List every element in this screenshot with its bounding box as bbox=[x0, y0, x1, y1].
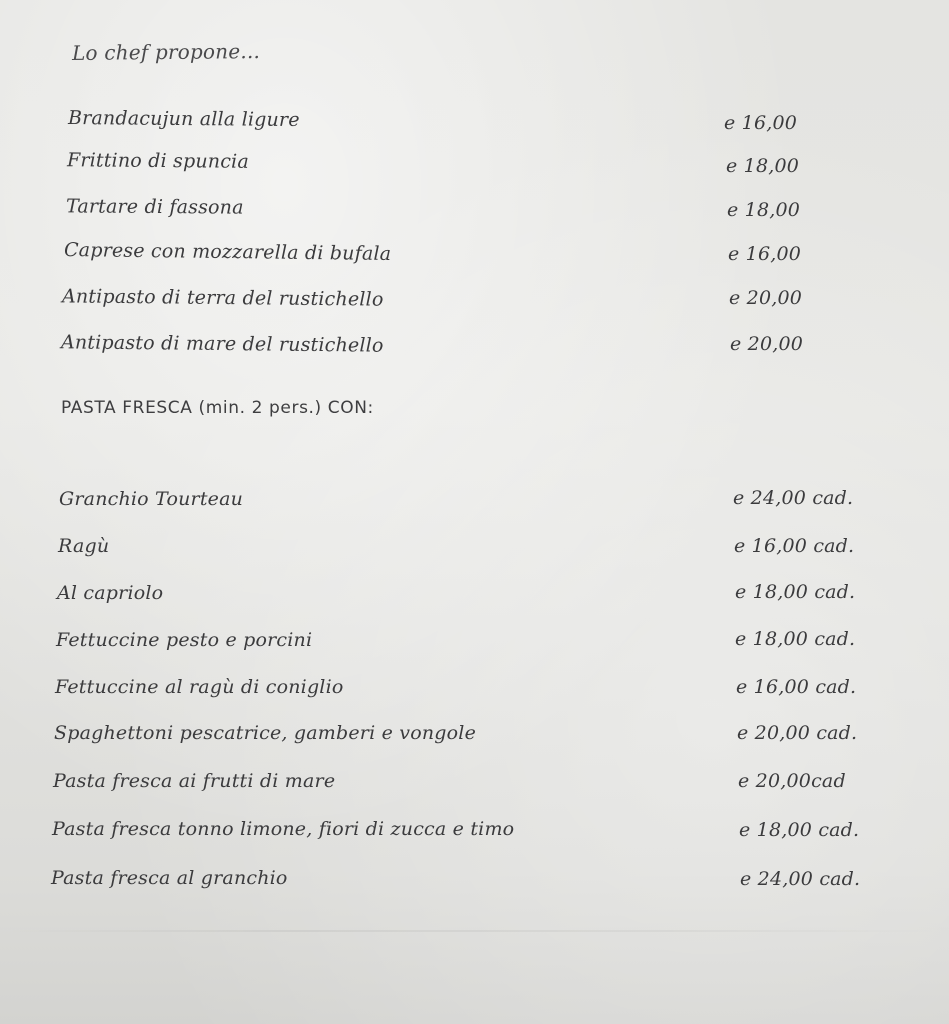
menu-item-name: Antipasto di mare del rustichello bbox=[60, 331, 384, 357]
menu-item-name: Antipasto di terra del rustichello bbox=[61, 285, 384, 311]
menu-item-name: Pasta fresca al granchio bbox=[51, 867, 288, 889]
menu-item-name: Frittino di spuncia bbox=[66, 149, 250, 173]
menu-item-price: e 18,00 cad. bbox=[739, 819, 860, 841]
menu-item-price: e 18,00 bbox=[726, 155, 800, 177]
menu-item-name: Fettuccine pesto e porcini bbox=[56, 629, 313, 651]
menu-item-price: e 20,00 bbox=[730, 333, 804, 355]
menu-item-price: e 20,00cad bbox=[738, 770, 846, 792]
menu-item-name: Ragù bbox=[58, 535, 110, 557]
menu-item-name: Brandacujun alla ligure bbox=[67, 106, 300, 132]
menu-item-name: Caprese con mozzarella di bufala bbox=[63, 239, 392, 265]
menu-item-name: Granchio Tourteau bbox=[59, 488, 244, 510]
menu-item-name: Fettuccine al ragù di coniglio bbox=[55, 676, 344, 698]
page-title: Lo chef propone... bbox=[71, 39, 261, 65]
menu-item-price: e 18,00 cad. bbox=[735, 628, 856, 650]
menu-item-price: e 20,00 cad. bbox=[737, 722, 858, 744]
menu-item-price: e 16,00 bbox=[728, 243, 802, 265]
menu-item-price: e 24,00 cad. bbox=[740, 868, 861, 890]
menu-item-price: e 16,00 bbox=[724, 112, 798, 134]
menu-item-price: e 16,00 cad. bbox=[734, 535, 855, 557]
paper-crease bbox=[0, 930, 949, 932]
menu-item-price: e 20,00 bbox=[729, 287, 803, 309]
menu-item-name: Pasta fresca ai frutti di mare bbox=[53, 770, 336, 792]
menu-item-price: e 18,00 bbox=[727, 199, 801, 221]
menu-item-name: Tartare di fassona bbox=[65, 195, 244, 219]
section-title: PASTA FRESCA (min. 2 pers.) CON: bbox=[61, 398, 374, 418]
menu-item-price: e 18,00 cad. bbox=[735, 581, 856, 603]
menu-item-price: e 16,00 cad. bbox=[736, 676, 857, 698]
menu-item-name: Pasta fresca tonno limone, fiori di zucca e timo bbox=[52, 818, 515, 840]
menu-item-name: Al capriolo bbox=[57, 582, 164, 604]
menu-item-price: e 24,00 cad. bbox=[733, 487, 854, 509]
menu-item-name: Spaghettoni pescatrice, gamberi e vongole bbox=[54, 722, 477, 744]
